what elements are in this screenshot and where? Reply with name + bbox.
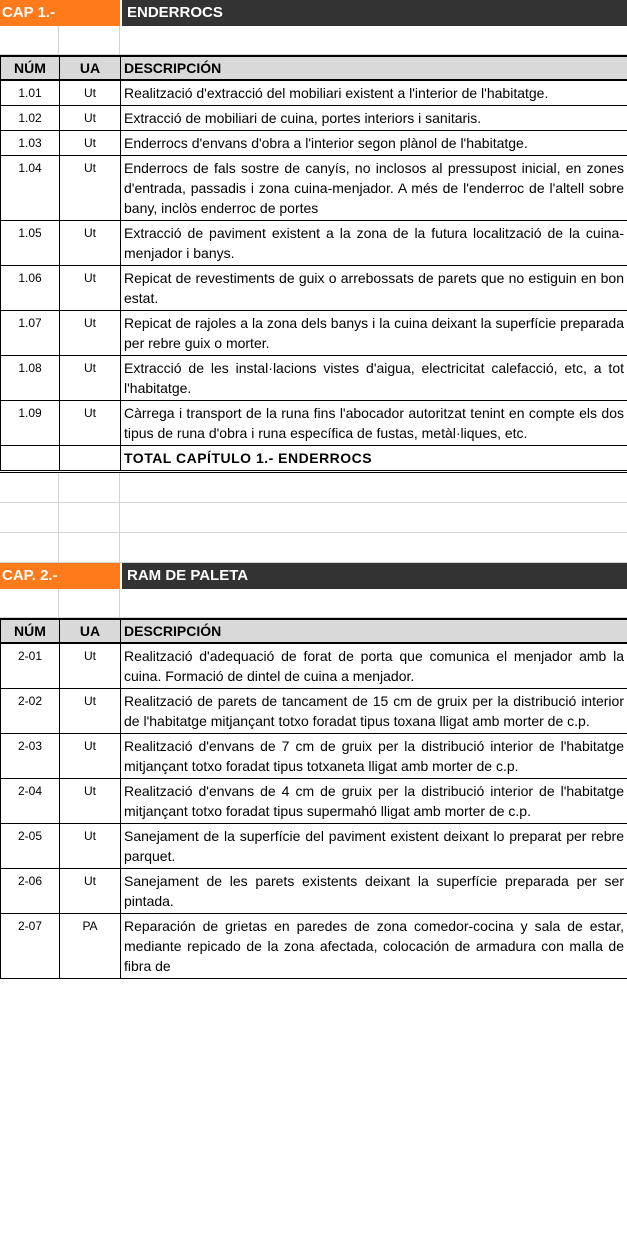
item-desc[interactable]: Repicat de revestiments de guix o arrebossats de parets que no estiguin en bon estat.: [121, 266, 627, 311]
item-num[interactable]: 1.05: [1, 221, 60, 266]
col-header-num[interactable]: NÚM: [1, 56, 60, 80]
table-row[interactable]: [1, 156, 627, 221]
item-ua[interactable]: Ut: [60, 106, 121, 131]
item-num[interactable]: 2-07: [1, 914, 60, 979]
table-row[interactable]: [1, 643, 627, 689]
item-desc[interactable]: Realització d'extracció del mobiliari existent a l'interior de l'habitatge.: [121, 80, 627, 106]
item-desc[interactable]: Sanejament de la superfície del paviment existent deixant lo preparat per rebre parquet.: [121, 824, 627, 869]
item-desc[interactable]: Extracció de paviment existent a la zona de la futura localització de la cuina-menjador i banys.: [121, 221, 627, 266]
item-ua[interactable]: PA: [60, 914, 121, 979]
table-row[interactable]: [1, 131, 627, 156]
item-desc[interactable]: Reparación de grietas en paredes de zona comedor-cocina y sala de estar, mediante repicado de la zona afectada, colocación de armadura con malla de fibra de: [121, 914, 627, 979]
table-row[interactable]: [1, 734, 627, 779]
blank-rows: [0, 473, 627, 563]
empty-row[interactable]: [0, 589, 627, 618]
table-row[interactable]: [1, 779, 627, 824]
item-desc[interactable]: Extracció de les instal·lacions vistes d'aigua, electricitat calefacció, etc, a tot l'habitatge.: [121, 356, 627, 401]
item-ua[interactable]: Ut: [60, 401, 121, 446]
item-num[interactable]: 1.01: [1, 80, 60, 106]
col-header-ua[interactable]: UA: [60, 619, 121, 643]
item-ua[interactable]: Ut: [60, 221, 121, 266]
item-ua[interactable]: Ut: [60, 643, 121, 689]
item-num[interactable]: 1.07: [1, 311, 60, 356]
item-desc[interactable]: Repicat de rajoles a la zona dels banys i la cuina deixant la superfície preparada per rebre guix o morter.: [121, 311, 627, 356]
item-desc[interactable]: Enderrocs de fals sostre de canyís, no inclosos al pressupost inicial, en zones d'entrada, passadis i zona cuina-menjador. A més de l'enderroc de l'altell sobre bany, inclòs enderroc de portes: [121, 156, 627, 221]
total-num-cell[interactable]: [1, 446, 60, 472]
item-num[interactable]: 1.08: [1, 356, 60, 401]
col-header-num[interactable]: NÚM: [1, 619, 60, 643]
item-num[interactable]: 2-06: [1, 869, 60, 914]
chapter-1-title: ENDERROCS: [120, 0, 627, 26]
item-ua[interactable]: Ut: [60, 356, 121, 401]
item-desc[interactable]: Realització d'envans de 4 cm de gruix per la distribució interior de l'habitatge mitjançant totxo foradat tipus supermahó lligat amb morter de c.p.: [121, 779, 627, 824]
col-header-ua[interactable]: UA: [60, 56, 121, 80]
chapter-2-header[interactable]: [0, 563, 627, 589]
chapter-2-label: CAP. 2.-: [0, 563, 120, 589]
item-desc[interactable]: Sanejament de les parets existents deixant la superfície preparada per ser pintada.: [121, 869, 627, 914]
table-row[interactable]: [1, 914, 627, 979]
item-desc[interactable]: Enderrocs d'envans d'obra a l'interior segon plànol de l'habitatge.: [121, 131, 627, 156]
item-ua[interactable]: Ut: [60, 266, 121, 311]
empty-row[interactable]: [0, 503, 627, 533]
item-num[interactable]: 2-01: [1, 643, 60, 689]
item-desc[interactable]: Realització de parets de tancament de 15 cm de gruix per la distribució interior de l'habitatge mitjançant totxo foradat tipus toxana lligat amb morter de c.p.: [121, 689, 627, 734]
table-row[interactable]: [1, 689, 627, 734]
table-row[interactable]: [1, 221, 627, 266]
item-ua[interactable]: Ut: [60, 80, 121, 106]
item-ua[interactable]: Ut: [60, 734, 121, 779]
table-header-row: [1, 619, 627, 643]
item-ua[interactable]: Ut: [60, 131, 121, 156]
item-ua[interactable]: Ut: [60, 311, 121, 356]
empty-row[interactable]: [0, 533, 627, 563]
item-num[interactable]: 2-03: [1, 734, 60, 779]
col-header-desc[interactable]: DESCRIPCIÓN: [121, 56, 627, 80]
chapter-1-total-row[interactable]: [1, 446, 627, 472]
empty-row[interactable]: [0, 473, 627, 503]
chapter-1-total-label[interactable]: TOTAL CAPÍTULO 1.- ENDERROCS: [121, 446, 627, 472]
item-desc[interactable]: Càrrega i transport de la runa fins l'abocador autoritzat tenint en compte els dos tipus de runa d'obra i runa específica de fustas, metàl·liques, etc.: [121, 401, 627, 446]
total-ua-cell[interactable]: [60, 446, 121, 472]
item-num[interactable]: 2-05: [1, 824, 60, 869]
table-row[interactable]: [1, 80, 627, 106]
empty-row[interactable]: [0, 26, 627, 55]
item-num[interactable]: 1.06: [1, 266, 60, 311]
table-row[interactable]: [1, 401, 627, 446]
chapter-1-label: CAP 1.-: [0, 0, 120, 26]
item-num[interactable]: 1.09: [1, 401, 60, 446]
item-desc[interactable]: Realització d'envans de 7 cm de gruix per la distribució interior de l'habitatge mitjançant totxo foradat tipus totxaneta lligat amb morter de c.p.: [121, 734, 627, 779]
item-ua[interactable]: Ut: [60, 824, 121, 869]
item-ua[interactable]: Ut: [60, 869, 121, 914]
item-ua[interactable]: Ut: [60, 156, 121, 221]
table-row[interactable]: [1, 356, 627, 401]
chapter-2-table: [0, 618, 627, 979]
table-row[interactable]: [1, 311, 627, 356]
item-ua[interactable]: Ut: [60, 689, 121, 734]
item-num[interactable]: 2-02: [1, 689, 60, 734]
chapter-1-table: [0, 55, 627, 473]
table-row[interactable]: [1, 824, 627, 869]
table-row[interactable]: [1, 106, 627, 131]
col-header-desc[interactable]: DESCRIPCIÓN: [121, 619, 627, 643]
item-num[interactable]: 1.04: [1, 156, 60, 221]
item-num[interactable]: 1.03: [1, 131, 60, 156]
table-row[interactable]: [1, 869, 627, 914]
item-desc[interactable]: Extracció de mobiliari de cuina, portes interiors i sanitaris.: [121, 106, 627, 131]
item-num[interactable]: 1.02: [1, 106, 60, 131]
chapter-2-title: RAM DE PALETA: [120, 563, 627, 589]
item-num[interactable]: 2-04: [1, 779, 60, 824]
item-desc[interactable]: Realització d'adequació de forat de porta que comunica el menjador amb la cuina. Formació de dintel de cuina a menjador.: [121, 643, 627, 689]
table-header-row: [1, 56, 627, 80]
chapter-1-header[interactable]: [0, 0, 627, 26]
item-ua[interactable]: Ut: [60, 779, 121, 824]
table-row[interactable]: [1, 266, 627, 311]
